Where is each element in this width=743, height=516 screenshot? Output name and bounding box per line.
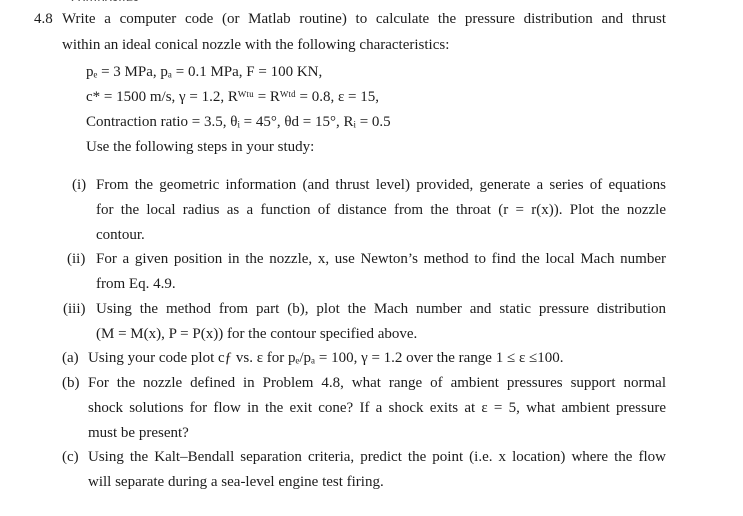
clipped-header-text (60, 0, 190, 1)
part-line: must be present? (88, 425, 189, 441)
step-line: For a given position in the nozzle, x, use Newton’s method to find the local Mach number (96, 251, 666, 267)
given-values-line-3: Contraction ratio = 3.5, θᵢ = 45°, θd = 15°, Rᵢ = 0.5 (86, 114, 391, 130)
step-label: (ii) (67, 251, 86, 267)
part-line: Using your code plot cƒ vs. ε for pₑ/pₐ = 100, γ = 1.2 over the range 1 ≤ ε ≤100. (88, 350, 564, 366)
given-values-line-1: pₑ = 3 MPa, pₐ = 0.1 MPa, F = 100 KN, (86, 64, 323, 80)
step-line: From the geometric information (and thrust level) provided, generate a series of equations (96, 177, 666, 193)
part-label: (c) (62, 449, 79, 465)
part-label: (a) (62, 350, 79, 366)
problem-intro-line-2: within an ideal conical nozzle with the following characteristics: (62, 37, 450, 53)
step-line: from Eq. 4.9. (96, 276, 176, 292)
part-line: Using the Kalt–Bendall separation criteria, predict the point (i.e. x location) where the flow (88, 449, 666, 465)
part-line: will separate during a sea-level engine test firing. (88, 474, 384, 490)
step-line: (M = M(x), P = P(x)) for the contour specified above. (96, 326, 418, 342)
part-line: For the nozzle defined in Problem 4.8, what range of ambient pressures support normal (88, 375, 666, 391)
step-line: for the local radius as a function of distance from the throat (r = r(x)). Plot the nozzle (96, 202, 666, 218)
step-line: Using the method from part (b), plot the Mach number and static pressure distribution (96, 301, 666, 317)
step-label: (i) (72, 177, 87, 193)
problem-number: 4.8 (34, 11, 53, 27)
part-line: shock solutions for flow in the exit cone? If a shock exits at ε = 5, what ambient pressure (88, 400, 666, 416)
problem-intro-line-1: Write a computer code (or Matlab routine) to calculate the pressure distribution and thrust (62, 11, 666, 27)
step-label: (iii) (63, 301, 86, 317)
step-line: contour. (96, 227, 145, 243)
given-values-line-2: c* = 1500 m/s, γ = 1.2, Rᵂᵗᵘ = Rᵂᵗᵈ = 0.8, ε = 15, (86, 89, 379, 105)
part-label: (b) (62, 375, 80, 391)
steps-intro: Use the following steps in your study: (86, 139, 315, 155)
